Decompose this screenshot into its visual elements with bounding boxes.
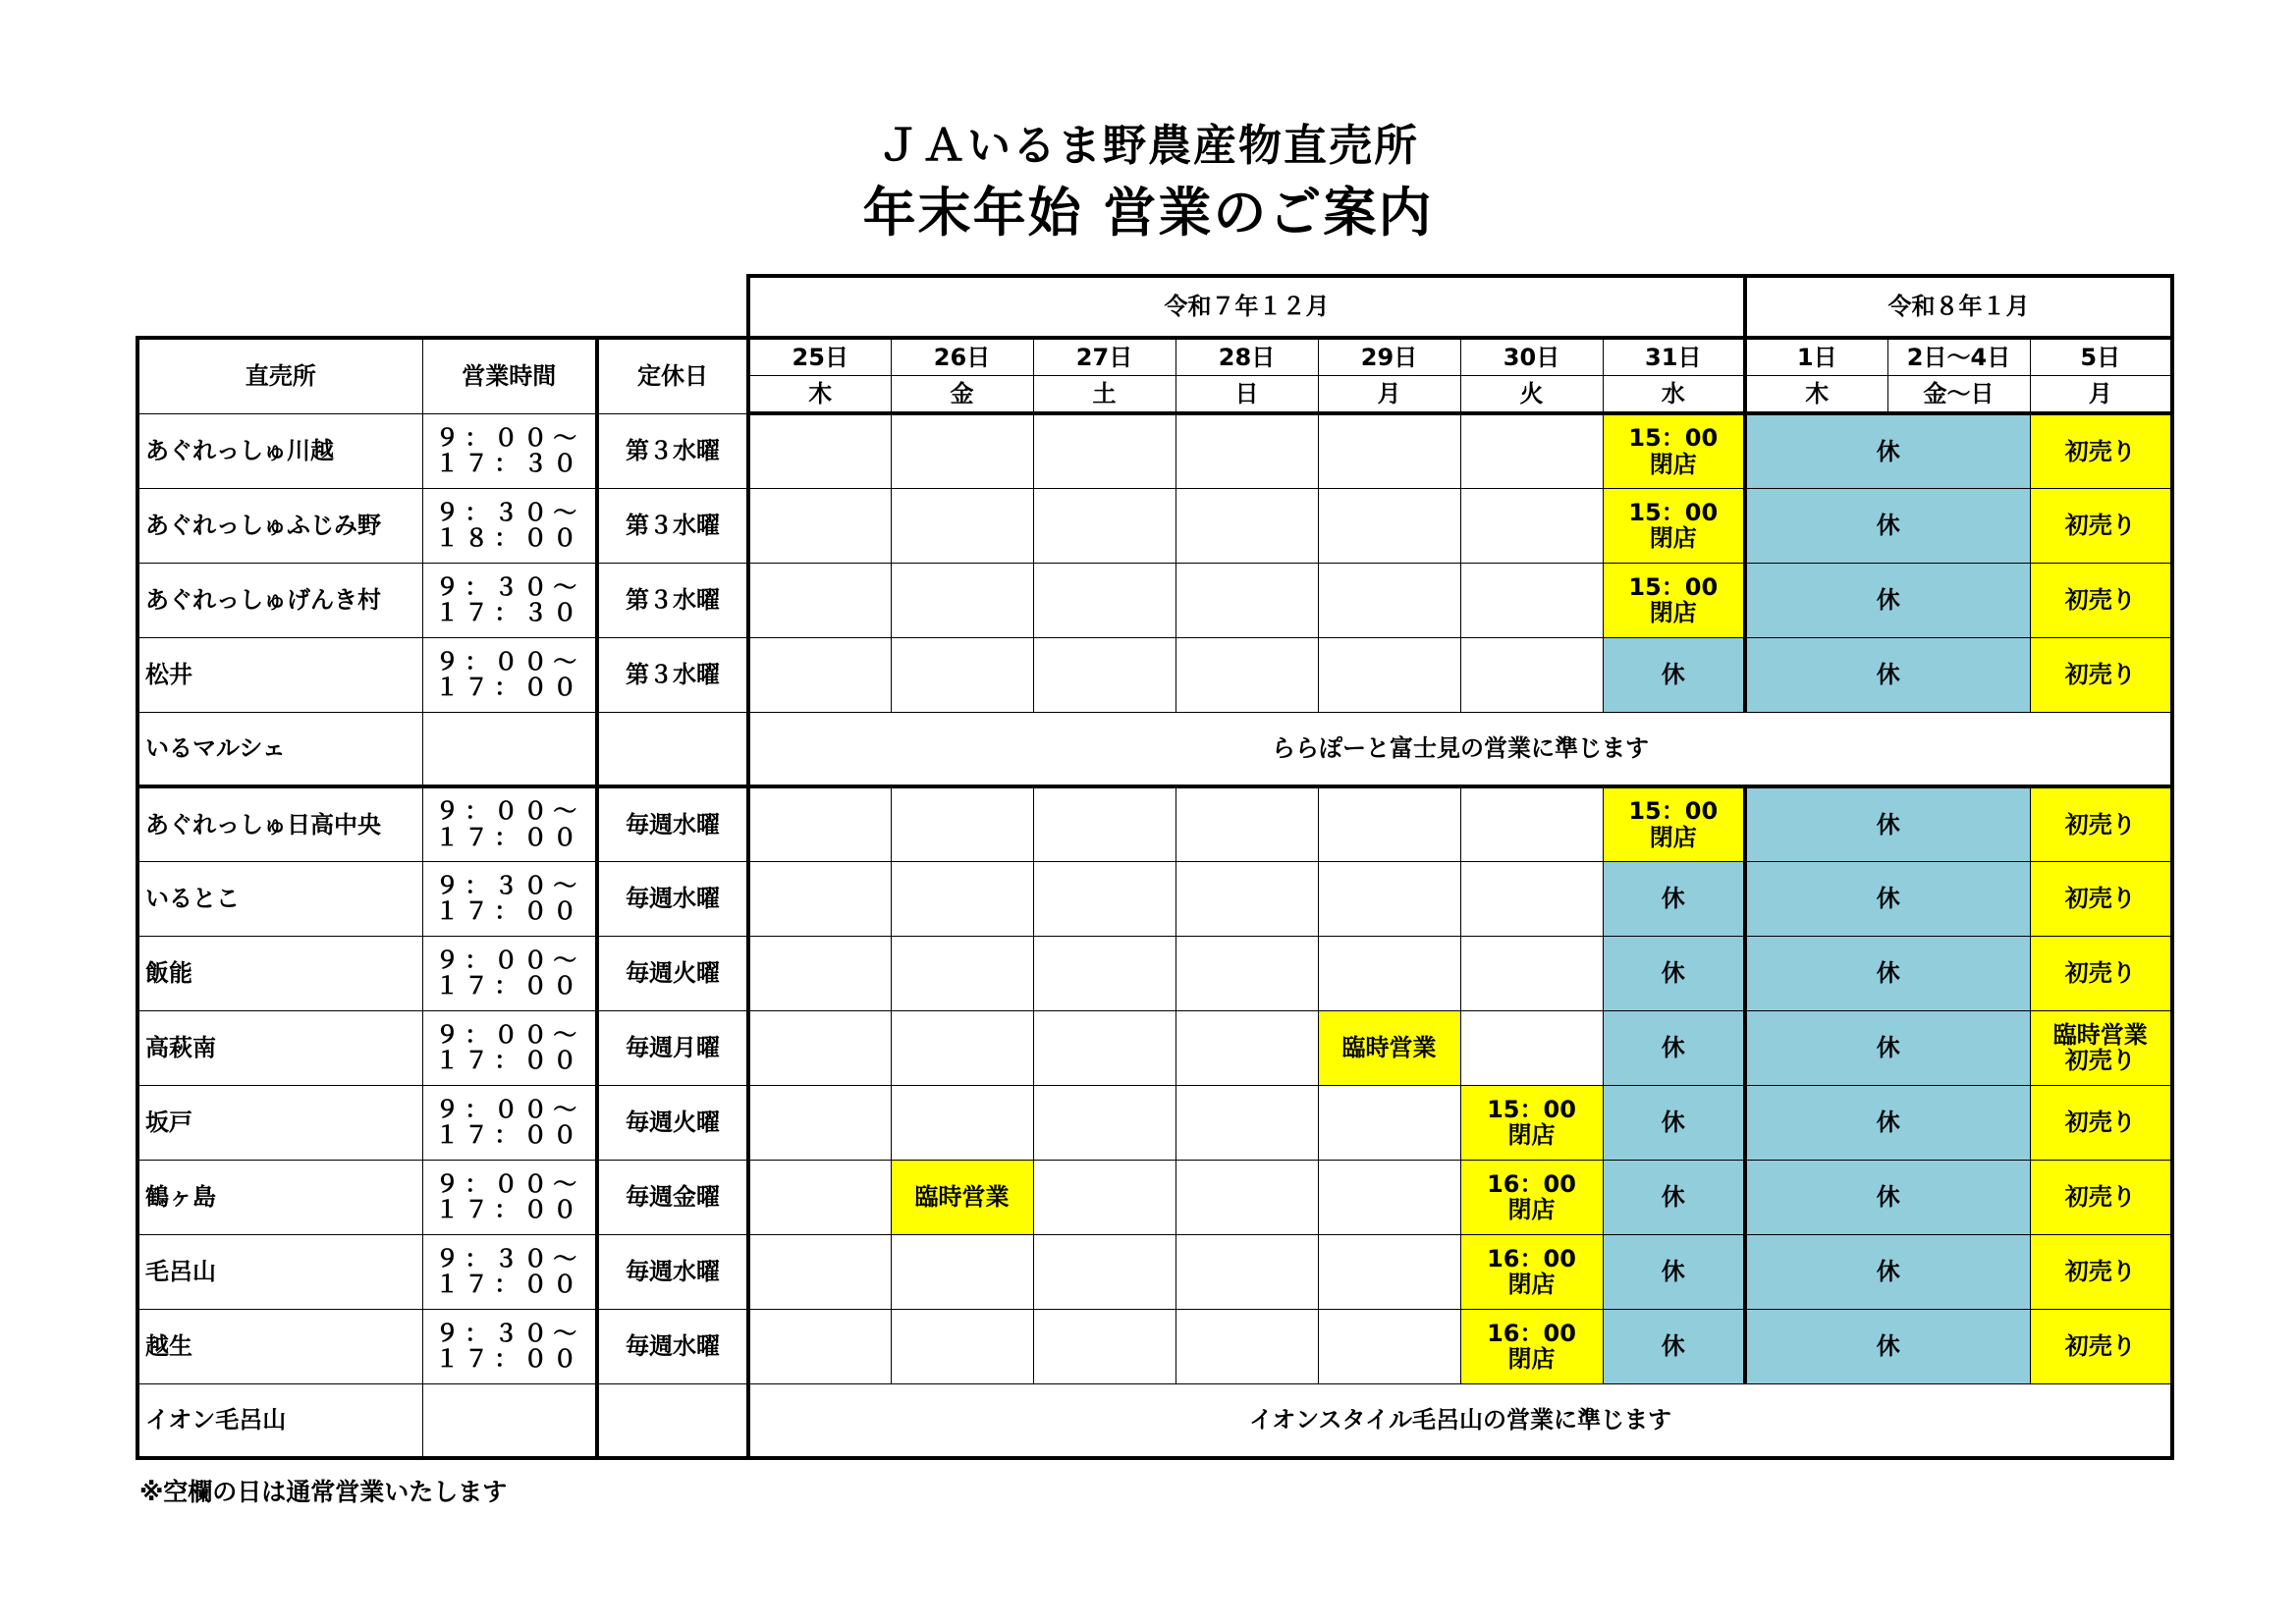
day-header: 25日 — [748, 338, 891, 376]
close-time-label: 15：00 — [1487, 1095, 1576, 1123]
day-cell — [1603, 563, 1745, 637]
day-cell — [1175, 786, 1318, 861]
weekday-header: 日 — [1175, 376, 1318, 414]
closed-cell: 休 — [1745, 786, 2030, 861]
day-cell: 休 — [1603, 1309, 1745, 1383]
day-cell — [1460, 1085, 1603, 1160]
store-row — [137, 786, 2172, 861]
close-time: １７：３０ — [435, 599, 583, 626]
open-time: ９：３０～ — [435, 1319, 583, 1347]
open-time: ９：３０～ — [435, 572, 583, 601]
closed-cell: 休 — [1745, 563, 2030, 637]
store-name: あぐれっしゅ日高中央 — [137, 786, 422, 861]
close-time: １７：３０ — [435, 450, 583, 477]
holiday-cell: 毎週金曜 — [597, 1160, 748, 1234]
day-cell — [1033, 488, 1175, 563]
hours-cell — [422, 936, 597, 1010]
store-row — [137, 1160, 2172, 1234]
month-january: 令和８年１月 — [1745, 276, 2172, 338]
hours-cell — [422, 637, 597, 712]
day-cell: 初売り — [2030, 413, 2172, 488]
day-cell — [1175, 1160, 1318, 1234]
closed-cell: 休 — [1745, 413, 2030, 488]
day-cell — [748, 1085, 891, 1160]
store-note: ららぽーと富士見の営業に準じます — [748, 712, 2172, 786]
open-time: ９：００～ — [435, 1020, 583, 1049]
day-cell: 初売り — [2030, 936, 2172, 1010]
store-name: イオン毛呂山 — [137, 1383, 422, 1458]
hours-cell — [422, 563, 597, 637]
day-cell — [891, 786, 1033, 861]
day-cell — [748, 861, 891, 936]
holiday-cell: 第３水曜 — [597, 563, 748, 637]
store-row — [137, 637, 2172, 712]
day-cell — [2030, 1010, 2172, 1085]
close-label: 閉店 — [1649, 450, 1697, 478]
closed-cell: 休 — [1745, 1234, 2030, 1309]
day-cell: 休 — [1603, 1234, 1745, 1309]
day-cell: 休 — [1603, 936, 1745, 1010]
close-time: １７：００ — [435, 674, 583, 701]
day-cell: 臨時営業 — [891, 1160, 1033, 1234]
day-header: 26日 — [891, 338, 1033, 376]
store-name: あぐれっしゅ川越 — [137, 413, 422, 488]
hours-cell — [422, 1383, 597, 1458]
day-cell — [1460, 637, 1603, 712]
day-cell — [891, 1010, 1033, 1085]
day-cell — [891, 861, 1033, 936]
store-row — [137, 413, 2172, 488]
day-cell — [891, 413, 1033, 488]
hours-cell — [422, 488, 597, 563]
hours-cell — [422, 1010, 597, 1085]
document-subtitle: 年末年始 営業のご案内 — [862, 182, 1434, 244]
day-cell — [1033, 1234, 1175, 1309]
hours-cell — [422, 413, 597, 488]
close-time-label: 15：00 — [1628, 797, 1719, 826]
closed-cell: 休 — [1745, 1085, 2030, 1160]
close-label: 閉店 — [1507, 1345, 1556, 1373]
close-label: 閉店 — [1649, 599, 1697, 626]
store-column-header: 直売所 — [137, 338, 422, 413]
day-cell — [891, 936, 1033, 1010]
close-time-label: 15：00 — [1628, 424, 1719, 453]
store-row — [137, 563, 2172, 637]
open-time: ９：００～ — [435, 1169, 583, 1198]
day-cell — [748, 488, 891, 563]
close-time: １７：００ — [435, 823, 583, 851]
store-name: 坂戸 — [137, 1085, 422, 1160]
open-time: ９：００～ — [435, 423, 583, 452]
day-cell — [1460, 1309, 1603, 1383]
store-row — [137, 488, 2172, 563]
open-time: ９：００～ — [435, 797, 583, 826]
day-cell — [891, 563, 1033, 637]
day-cell: 休 — [1603, 861, 1745, 936]
day-cell — [1603, 786, 1745, 861]
store-row — [137, 1085, 2172, 1160]
open-time: ９：３０～ — [435, 871, 583, 899]
store-name: いるとこ — [137, 861, 422, 936]
close-time: １８：００ — [435, 524, 583, 552]
store-row — [137, 1309, 2172, 1383]
close-time-label: 16：00 — [1487, 1169, 1576, 1198]
day-cell — [1318, 563, 1460, 637]
document-title: ＪＡいるま野農産物直売所 — [877, 121, 1419, 171]
holiday-cell — [597, 1383, 748, 1458]
day-cell — [1603, 413, 1745, 488]
day-cell — [1175, 1234, 1318, 1309]
day-cell — [891, 488, 1033, 563]
day-cell — [1460, 861, 1603, 936]
close-time: １７：００ — [435, 1345, 583, 1373]
day-cell — [1033, 936, 1175, 1010]
special-label: 臨時営業 — [2052, 1020, 2148, 1049]
day-cell — [1460, 1010, 1603, 1085]
day-header: 31日 — [1603, 338, 1745, 376]
day-cell — [748, 1010, 891, 1085]
schedule-table — [136, 274, 2174, 1460]
weekday-header: 月 — [1318, 376, 1460, 414]
hours-cell — [422, 786, 597, 861]
day-cell — [1033, 637, 1175, 712]
day-cell — [748, 1234, 891, 1309]
closed-cell: 休 — [1745, 861, 2030, 936]
day-cell — [748, 936, 891, 1010]
day-cell — [891, 1234, 1033, 1309]
day-header-row — [137, 338, 2172, 376]
day-cell — [1318, 488, 1460, 563]
weekday-header: 月 — [2030, 376, 2172, 414]
day-header: 2日～4日 — [1887, 338, 2030, 376]
weekday-header: 木 — [1745, 376, 1887, 414]
closed-cell: 休 — [1745, 488, 2030, 563]
weekday-header: 水 — [1603, 376, 1745, 414]
weekday-header: 金～日 — [1887, 376, 2030, 414]
day-header: 27日 — [1033, 338, 1175, 376]
holiday-cell: 毎週月曜 — [597, 1010, 748, 1085]
open-time: ９：００～ — [435, 946, 583, 974]
closed-cell: 休 — [1745, 1309, 2030, 1383]
closed-cell: 休 — [1745, 1010, 2030, 1085]
hours-cell — [422, 1160, 597, 1234]
store-name: 越生 — [137, 1309, 422, 1383]
day-cell — [1175, 1085, 1318, 1160]
day-cell — [1460, 1160, 1603, 1234]
day-cell: 初売り — [2030, 563, 2172, 637]
day-cell — [1318, 1309, 1460, 1383]
store-row — [137, 1234, 2172, 1309]
hours-cell — [422, 712, 597, 786]
day-cell — [1318, 861, 1460, 936]
store-name: 松井 — [137, 637, 422, 712]
store-name: あぐれっしゅふじみ野 — [137, 488, 422, 563]
day-cell — [748, 637, 891, 712]
holiday-cell: 毎週水曜 — [597, 786, 748, 861]
day-cell: 初売り — [2030, 637, 2172, 712]
open-time: ９：００～ — [435, 647, 583, 676]
day-cell — [1033, 1160, 1175, 1234]
day-header: 29日 — [1318, 338, 1460, 376]
close-time: １７：００ — [435, 1047, 583, 1074]
day-cell: 初売り — [2030, 1160, 2172, 1234]
day-cell — [1460, 786, 1603, 861]
holiday-column-header: 定休日 — [597, 338, 748, 413]
close-label: 閉店 — [1507, 1196, 1556, 1223]
day-cell — [1318, 1234, 1460, 1309]
day-cell — [891, 1309, 1033, 1383]
close-time-label: 15：00 — [1628, 498, 1719, 526]
store-row — [137, 712, 2172, 786]
store-note: イオンスタイル毛呂山の営業に準じます — [748, 1383, 2172, 1458]
day-cell — [1460, 413, 1603, 488]
holiday-cell: 毎週火曜 — [597, 936, 748, 1010]
day-cell — [1175, 563, 1318, 637]
close-time: １７：００ — [435, 897, 583, 925]
day-cell: 初売り — [2030, 786, 2172, 861]
day-cell: 休 — [1603, 1010, 1745, 1085]
day-cell — [1318, 786, 1460, 861]
day-cell — [1033, 786, 1175, 861]
day-cell — [1175, 1010, 1318, 1085]
close-time: １７：００ — [435, 1121, 583, 1149]
day-cell — [748, 1160, 891, 1234]
month-december: 令和７年１２月 — [748, 276, 1745, 338]
day-cell — [1460, 563, 1603, 637]
open-time: ９：３０～ — [435, 498, 583, 526]
hours-cell — [422, 1085, 597, 1160]
weekday-header: 木 — [748, 376, 891, 414]
day-cell — [1175, 1309, 1318, 1383]
store-name: いるマルシェ — [137, 712, 422, 786]
day-header: 1日 — [1745, 338, 1887, 376]
day-cell — [1175, 861, 1318, 936]
close-time-label: 16：00 — [1487, 1244, 1576, 1272]
first-sale-label: 初売り — [2064, 1047, 2136, 1074]
holiday-cell: 毎週火曜 — [597, 1085, 748, 1160]
day-cell — [891, 637, 1033, 712]
holiday-cell: 第３水曜 — [597, 488, 748, 563]
day-cell — [748, 786, 891, 861]
store-name: 鶴ヶ島 — [137, 1160, 422, 1234]
day-cell — [1460, 1234, 1603, 1309]
day-cell — [748, 1309, 891, 1383]
holiday-cell: 第３水曜 — [597, 637, 748, 712]
day-header: 30日 — [1460, 338, 1603, 376]
day-cell — [1033, 413, 1175, 488]
day-cell: 初売り — [2030, 488, 2172, 563]
hours-cell — [422, 861, 597, 936]
day-cell — [1603, 488, 1745, 563]
day-cell: 休 — [1603, 1160, 1745, 1234]
store-name: 飯能 — [137, 936, 422, 1010]
holiday-cell — [597, 712, 748, 786]
day-cell — [1460, 488, 1603, 563]
holiday-cell: 第３水曜 — [597, 413, 748, 488]
holiday-cell: 毎週水曜 — [597, 861, 748, 936]
day-cell — [1318, 413, 1460, 488]
close-time-label: 15：00 — [1628, 572, 1719, 601]
day-cell: 休 — [1603, 1085, 1745, 1160]
day-cell — [748, 413, 891, 488]
store-row — [137, 1010, 2172, 1085]
month-header-row — [137, 276, 2172, 338]
weekday-header: 土 — [1033, 376, 1175, 414]
day-cell: 初売り — [2030, 861, 2172, 936]
close-label: 閉店 — [1507, 1271, 1556, 1298]
close-label: 閉店 — [1507, 1121, 1556, 1149]
day-cell — [1033, 861, 1175, 936]
store-name: 毛呂山 — [137, 1234, 422, 1309]
open-time: ９：３０～ — [435, 1244, 583, 1272]
day-cell — [1318, 1160, 1460, 1234]
day-cell — [1175, 936, 1318, 1010]
day-cell — [891, 1085, 1033, 1160]
day-cell — [1175, 488, 1318, 563]
day-header: 28日 — [1175, 338, 1318, 376]
open-time: ９：００～ — [435, 1095, 583, 1123]
day-cell — [1033, 1010, 1175, 1085]
hours-column-header: 営業時間 — [422, 338, 597, 413]
store-row — [137, 936, 2172, 1010]
day-cell — [748, 563, 891, 637]
hours-cell — [422, 1309, 597, 1383]
day-cell — [1033, 1309, 1175, 1383]
day-cell — [1318, 637, 1460, 712]
day-cell — [1175, 637, 1318, 712]
closed-cell: 休 — [1745, 637, 2030, 712]
close-label: 閉店 — [1649, 823, 1697, 851]
store-name: あぐれっしゅげんき村 — [137, 563, 422, 637]
day-cell — [1318, 1085, 1460, 1160]
day-cell: 初売り — [2030, 1309, 2172, 1383]
closed-cell: 休 — [1745, 936, 2030, 1010]
closed-cell: 休 — [1745, 1160, 2030, 1234]
day-header: 5日 — [2030, 338, 2172, 376]
store-name: 高萩南 — [137, 1010, 422, 1085]
day-cell: 休 — [1603, 637, 1745, 712]
holiday-cell: 毎週水曜 — [597, 1234, 748, 1309]
weekday-header: 火 — [1460, 376, 1603, 414]
day-cell — [1033, 563, 1175, 637]
day-cell — [1318, 936, 1460, 1010]
day-cell — [1460, 936, 1603, 1010]
close-time: １７：００ — [435, 972, 583, 1000]
close-label: 閉店 — [1649, 524, 1697, 552]
close-time: １７：００ — [435, 1196, 583, 1223]
store-row — [137, 1383, 2172, 1458]
close-time: １７：００ — [435, 1271, 583, 1298]
day-cell: 初売り — [2030, 1234, 2172, 1309]
hours-cell — [422, 1234, 597, 1309]
footnote: ※空欄の日は通常営業いたします — [139, 1478, 508, 1506]
day-cell: 初売り — [2030, 1085, 2172, 1160]
day-cell: 臨時営業 — [1318, 1010, 1460, 1085]
store-row — [137, 861, 2172, 936]
weekday-header: 金 — [891, 376, 1033, 414]
day-cell — [1175, 413, 1318, 488]
day-cell — [1033, 1085, 1175, 1160]
holiday-cell: 毎週水曜 — [597, 1309, 748, 1383]
close-time-label: 16：00 — [1487, 1319, 1576, 1347]
